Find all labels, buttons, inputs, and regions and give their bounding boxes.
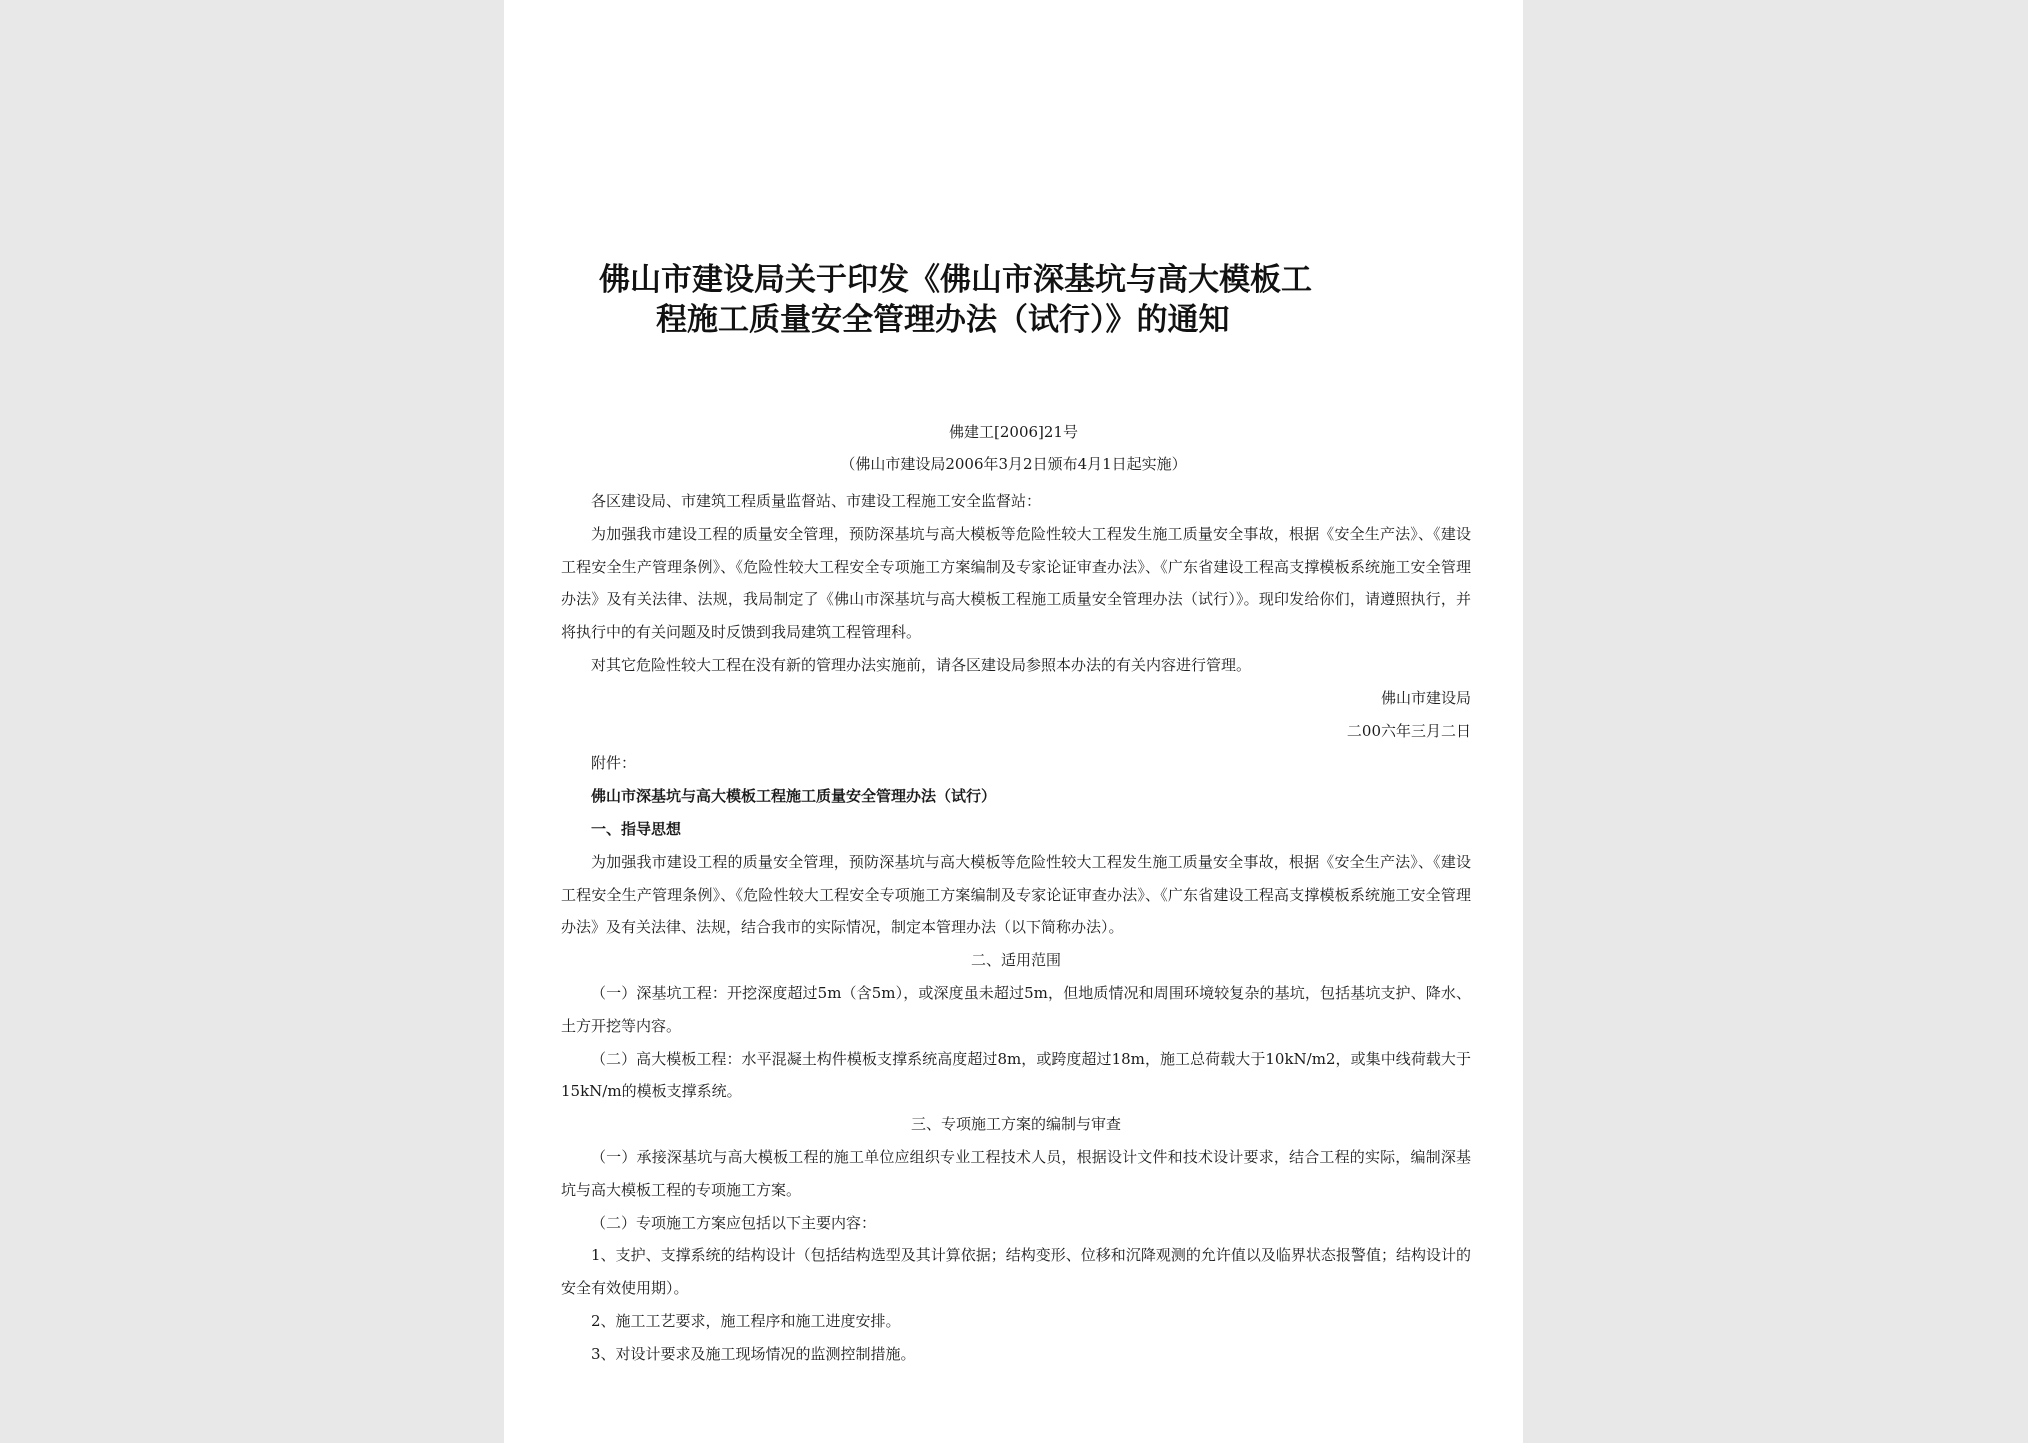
issue-date: 二00六年三月二日	[1346, 721, 1471, 740]
document-page	[504, 0, 1523, 1443]
section-2-item-1: （一）深基坑工程：开挖深度超过5m（含5m），或深度虽未超过5m，但地质情况和周围环境较复杂的基坑，包括基坑支护、降水、土方开挖等内容。	[561, 983, 1471, 1035]
section-1-paragraph: 为加强我市建设工程的质量安全管理，预防深基坑与高大模板等危险性较大工程发生施工质量安全事故，根据《安全生产法》、《建设工程安全生产管理条例》、《危险性较大工程安全专项施工方案编制及专家论证审查办法》、《广东省建设工程高支撑模板系统施工安全管理办法》及有关法律、法规，结合我市的实际情况，制定本管理办法（以下简称办法）。	[561, 852, 1471, 937]
document-number: 佛建工[2006]21号	[949, 423, 1078, 441]
section-3-item-1: （一）承接深基坑与高大模板工程的施工单位应组织专业工程技术人员，根据设计文件和技术设计要求，结合工程的实际，编制深基坑与高大模板工程的专项施工方案。	[561, 1147, 1471, 1199]
notice-paragraph-2: 对其它危险性较大工程在没有新的管理办法实施前，请各区建设局参照本办法的有关内容进行管理。	[591, 655, 1252, 674]
section-3-heading: 三、专项施工方案的编制与审查	[910, 1115, 1121, 1134]
notice-paragraph-1: 为加强我市建设工程的质量安全管理，预防深基坑与高大模板等危险性较大工程发生施工质量安全事故，根据《安全生产法》、《建设工程安全生产管理条例》、《危险性较大工程安全专项施工方案编制及专家论证审查办法》、《广东省建设工程高支撑模板系统施工安全管理办法》及有关法律、法规，我局制定了《佛山市深基坑与高大模板工程施工质量安全管理办法（试行）》。现印发给你们，请遵照执行，并将执行中的有关问题及时反馈到我局建筑工程管理科。	[561, 524, 1471, 642]
signature: 佛山市建设局	[1380, 688, 1471, 707]
section-3-sub-2: 2、施工工艺要求，施工程序和施工进度安排。	[591, 1311, 901, 1330]
section-1-heading: 一、指导思想	[591, 819, 682, 838]
promulgation-note: （佛山市建设局2006年3月2日颁布4月1日起实施）	[840, 455, 1187, 473]
title-line-2: 程施工质量安全管理办法（试行）》的通知	[656, 302, 1230, 338]
section-3-sub-3: 3、对设计要求及施工现场情况的监测控制措施。	[591, 1344, 916, 1363]
attachment-label: 附件：	[591, 754, 637, 773]
addressee: 各区建设局、市建筑工程质量监督站、市建设工程施工安全监督站：	[591, 492, 1042, 510]
document-body	[561, 485, 1471, 1371]
attachment-title: 佛山市深基坑与高大模板工程施工质量安全管理办法（试行）	[591, 787, 997, 806]
section-2-heading: 二、适用范围	[970, 951, 1061, 970]
section-3-sub-1: 1、支护、支撑系统的结构设计（包括结构选型及其计算依据；结构变形、位移和沉降观测的允许值以及临界状态报警值；结构设计的安全有效使用期）。	[561, 1246, 1471, 1298]
section-3-item-2: （二）专项施工方案应包括以下主要内容：	[591, 1213, 877, 1232]
title-line-1: 佛山市建设局关于印发《佛山市深基坑与高大模板工	[599, 262, 1312, 298]
section-2-item-2: （二）高大模板工程：水平混凝土构件模板支撑系统高度超过8m，或跨度超过18m，施工总荷载大于10kN/m2，或集中线荷载大于15kN/m的模板支撑系统。	[561, 1049, 1471, 1101]
document-title	[599, 260, 1439, 340]
